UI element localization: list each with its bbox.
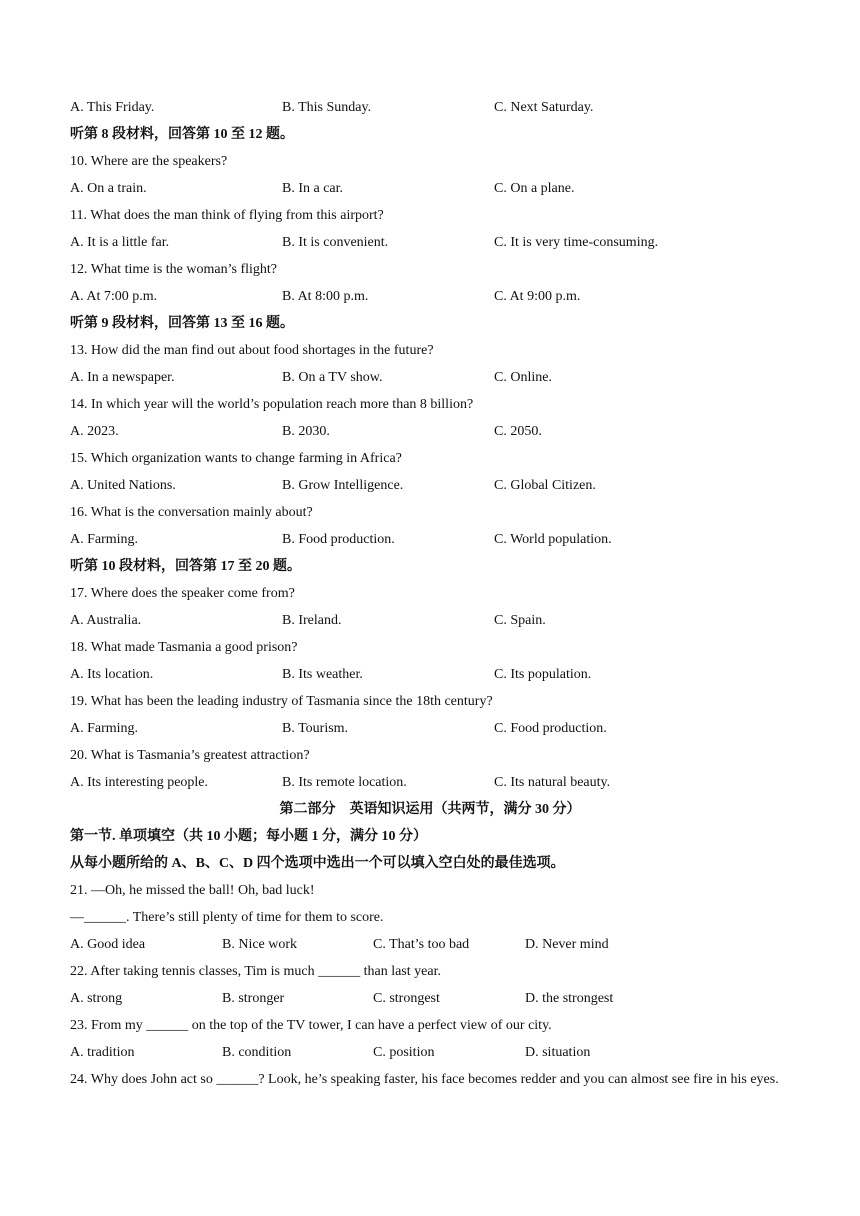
q19-option-b: B. Tourism. [282,721,349,736]
q23-option-c: C. position [373,1045,435,1060]
q16-stem: 16. What is the conversation mainly about? [70,505,313,520]
q22-option-a: A. strong [70,991,123,1006]
q13-option-b: B. On a TV show. [282,370,383,385]
q15-stem: 15. Which organization wants to change farming in Africa? [70,451,402,466]
q10-stem: 10. Where are the speakers? [70,154,228,169]
q10-option-a: A. On a train. [70,181,147,196]
q15-option-a: A. United Nations. [70,478,176,493]
q18-option-b: B. Its weather. [282,667,363,682]
q20-option-c: C. Its natural beauty. [494,775,611,790]
q19-option-c: C. Food production. [494,721,607,736]
section-8-header: 听第 8 段材料，回答第 10 至 12 题。 [70,127,294,142]
q14-option-c: C. 2050. [494,424,542,439]
q24-stem: 24. Why does John act so ______? Look, he’s speaking faster, his face becomes redder and you can almost see fire in his eyes. [70,1072,779,1087]
q23-option-d: D. situation [525,1045,591,1060]
q13-stem: 13. How did the man find out about food shortages in the future? [70,343,434,358]
q23-option-b: B. condition [222,1045,292,1060]
q12-stem: 12. What time is the woman’s flight? [70,262,277,277]
q16-option-c: C. World population. [494,532,612,547]
q16-option-b: B. Food production. [282,532,395,547]
section-10-header: 听第 10 段材料，回答第 17 至 20 题。 [70,559,301,574]
part-2-section-1-title: 第一节. 单项填空（共 10 小题；每小题 1 分，满分 10 分） [70,829,427,844]
q21-option-b: B. Nice work [222,937,298,952]
part-2-title: 第二部分 英语知识运用（共两节，满分 30 分） [279,802,581,817]
q20-option-b: B. Its remote location. [282,775,407,790]
q11-option-b: B. It is convenient. [282,235,389,250]
q12-option-b: B. At 8:00 p.m. [282,289,369,304]
q13-option-a: A. In a newspaper. [70,370,175,385]
part-2-instruction: 从每小题所给的 A、B、C、D 四个选项中选出一个可以填入空白处的最佳选项。 [70,856,565,871]
q13-option-c: C. Online. [494,370,552,385]
q20-stem: 20. What is Tasmania’s greatest attraction? [70,748,310,763]
q21-option-d: D. Never mind [525,937,609,952]
q17-stem: 17. Where does the speaker come from? [70,586,295,601]
q22-option-c: C. strongest [373,991,440,1006]
q19-stem: 19. What has been the leading industry of Tasmania since the 18th century? [70,694,493,709]
q9-option-b: B. This Sunday. [282,100,372,115]
q15-option-b: B. Grow Intelligence. [282,478,404,493]
q21-option-a: A. Good idea [70,937,146,952]
q14-stem: 14. In which year will the world’s population reach more than 8 billion? [70,397,474,412]
q12-option-c: C. At 9:00 p.m. [494,289,581,304]
q11-stem: 11. What does the man think of flying from this airport? [70,208,384,223]
q18-stem: 18. What made Tasmania a good prison? [70,640,298,655]
q10-option-c: C. On a plane. [494,181,575,196]
q22-option-d: D. the strongest [525,991,614,1006]
q19-option-a: A. Farming. [70,721,139,736]
q21-stem: 21. —Oh, he missed the ball! Oh, bad luck! [70,883,315,898]
q21-option-c: C. That’s too bad [373,937,470,952]
q22-stem: 22. After taking tennis classes, Tim is much ______ than last year. [70,964,441,979]
q18-option-c: C. Its population. [494,667,592,682]
q11-option-a: A. It is a little far. [70,235,170,250]
q23-option-a: A. tradition [70,1045,135,1060]
q9-option-c: C. Next Saturday. [494,100,594,115]
q21-reply: —______. There’s still plenty of time for them to score. [70,910,384,925]
q20-option-a: A. Its interesting people. [70,775,209,790]
q10-option-b: B. In a car. [282,181,344,196]
q17-option-a: A. Australia. [70,613,142,628]
q22-option-b: B. stronger [222,991,285,1006]
q17-option-c: C. Spain. [494,613,546,628]
section-9-header: 听第 9 段材料，回答第 13 至 16 题。 [70,316,294,331]
q18-option-a: A. Its location. [70,667,154,682]
q16-option-a: A. Farming. [70,532,139,547]
q9-option-a: A. This Friday. [70,100,155,115]
q23-stem: 23. From my ______ on the top of the TV tower, I can have a perfect view of our city. [70,1018,552,1033]
q11-option-c: C. It is very time-consuming. [494,235,659,250]
q12-option-a: A. At 7:00 p.m. [70,289,158,304]
q15-option-c: C. Global Citizen. [494,478,596,493]
q17-option-b: B. Ireland. [282,613,342,628]
q14-option-b: B. 2030. [282,424,330,439]
q14-option-a: A. 2023. [70,424,119,439]
